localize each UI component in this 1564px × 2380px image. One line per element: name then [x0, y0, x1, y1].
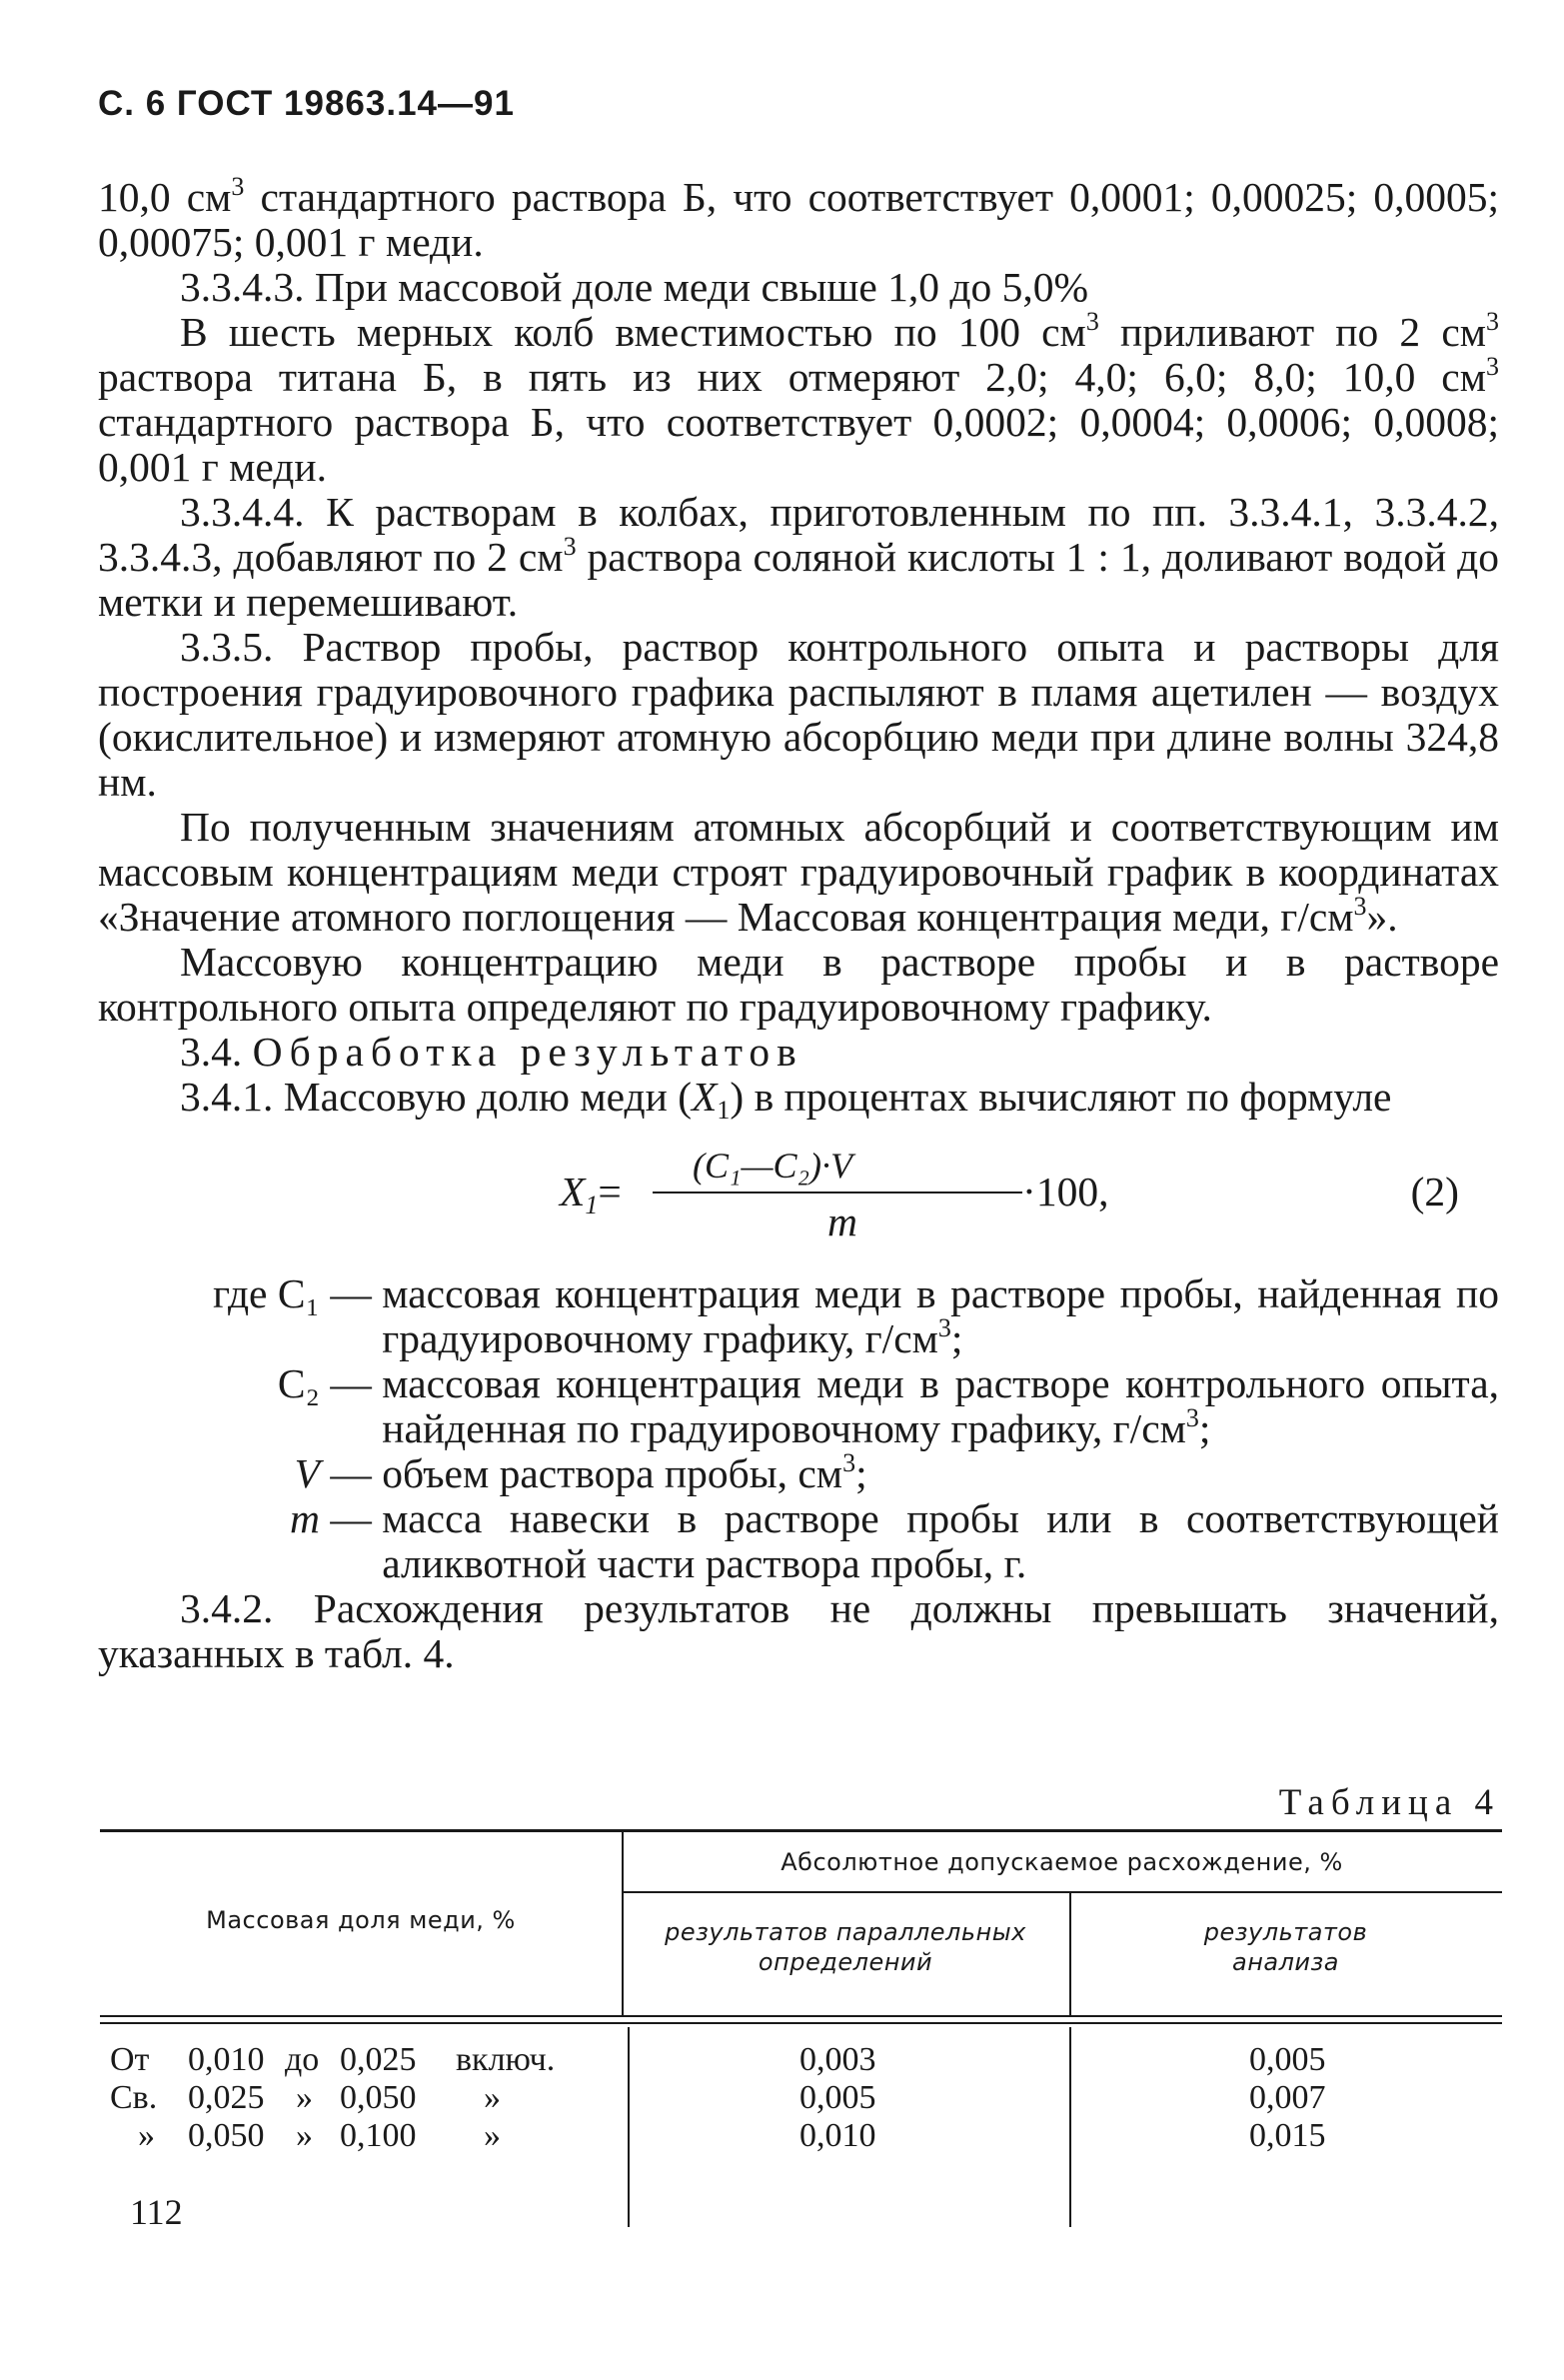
row-prefix: Св.: [110, 2079, 158, 2116]
table-divider: [1069, 2027, 1071, 2227]
table-title: Таблица 4: [1278, 1782, 1500, 1823]
table-rule-top: [100, 1829, 1502, 1832]
definition-item: [98, 1448, 1499, 1496]
text-span: ».: [1366, 894, 1398, 940]
superscript: 3: [563, 532, 577, 561]
formula-equals: =: [598, 1169, 622, 1214]
definition-text: [382, 1448, 1499, 1496]
column-header-analysis: [1069, 1917, 1502, 1977]
header-line: результатов: [1203, 1918, 1368, 1946]
paragraph: 3.3.5. Раствор пробы, раствор контрольного опыта и растворы для построения градуировочного графика распыляют в пламя ацетилен — воздух (окислительное) и измеряют атомную абсорбцию меди при длине волны 324,8 нм.: [98, 624, 1499, 805]
range-suffix: »: [484, 2079, 501, 2116]
definition-item: [98, 1271, 1499, 1361]
row-prefix: »: [138, 2117, 155, 2154]
text-span: ;: [855, 1450, 867, 1496]
definition-dash: —: [320, 1360, 383, 1406]
range-suffix: включ.: [456, 2041, 556, 2078]
definition-text: [382, 1361, 1499, 1451]
paragraph: [98, 172, 1500, 265]
text-span: ) в процентах вычисляют по формуле: [730, 1074, 1392, 1120]
results-table: [100, 1829, 1502, 2229]
paragraph: Массовую концентрацию меди в растворе пробы и в растворе контрольного опыта определяют по градуировочному графику.: [98, 939, 1499, 1030]
formula-lhs: [560, 1169, 622, 1219]
text-span: масса навески в растворе пробы или в соответствующей аликвотной части раствора пробы, г.: [382, 1495, 1499, 1586]
value-analysis: 0,005: [1249, 2041, 1326, 2078]
table-rule-group: [622, 1891, 1502, 1893]
paragraph: [98, 805, 1499, 940]
paragraph: [98, 307, 1499, 490]
text-span: В шесть мерных колб вместимостью по 100 см: [180, 309, 1086, 355]
column-header-parallel: [622, 1917, 1069, 1977]
text-span: 3.4.1. Массовую долю меди (: [180, 1074, 693, 1120]
range-word: до: [285, 2041, 320, 2078]
text-span: стандартного раствора Б, что соответствует 0,0002; 0,0004; 0,0006; 0,0008; 0,001 г меди.: [98, 399, 1499, 490]
text-span: 10,0 см: [98, 174, 232, 220]
superscript: 3: [1185, 1403, 1199, 1432]
value-parallel: 0,010: [799, 2117, 876, 2154]
range-word: »: [296, 2079, 313, 2116]
section-heading: 3.3.4.3. При массовой доле меди свыше 1,0 до 5,0%: [180, 264, 1089, 310]
definition-symbol: C₂: [277, 1360, 320, 1406]
text-span: 3.3.4.4. К растворам в колбах, приготовленным по пп. 3.3.4.1, 3.3.4.2, 3.3.4.3, добавляют по 2 см: [98, 489, 1499, 580]
text-span: объем раствора пробы, см: [382, 1450, 843, 1496]
formula-variable: X: [560, 1169, 586, 1214]
page-number: 112: [130, 2192, 183, 2232]
column-header-mass-fraction: Массовая доля меди, %: [206, 1906, 516, 1934]
superscript: 3: [231, 172, 245, 201]
section-heading: [98, 1030, 1499, 1075]
definition-item: [98, 1496, 1499, 1586]
table-rule-double-a: [100, 2015, 1502, 2017]
section-title: Обработка результатов: [252, 1029, 803, 1075]
definition-symbol: m: [290, 1495, 320, 1541]
text-span: раствора соляной кислоты 1 : 1, доливают водой до метки и перемешивают.: [98, 534, 1499, 625]
page-header: С. 6 ГОСТ 19863.14—91: [98, 84, 515, 123]
value-parallel: 0,003: [799, 2041, 876, 2078]
range-to: 0,050: [340, 2079, 417, 2116]
text-span: ;: [950, 1315, 963, 1361]
range-to: 0,100: [340, 2117, 417, 2154]
table-divider: [628, 2027, 630, 2227]
header-line: определений: [758, 1948, 933, 1976]
text-span: приливают по 2 см: [1098, 309, 1486, 355]
paragraph: 3.4.2. Расхождения результатов не должны превышать значений, указанных в табл. 4.: [98, 1585, 1499, 1676]
superscript: 3: [937, 1313, 951, 1342]
superscript: 3: [842, 1448, 856, 1477]
text-span: массовая концентрация меди в растворе контрольного опыта, найденная по градуировочному графику, г/см: [382, 1360, 1499, 1451]
value-analysis: 0,007: [1249, 2079, 1326, 2116]
range-suffix: »: [484, 2117, 501, 2154]
document-body: [98, 172, 1500, 1676]
subscript: 1: [585, 1190, 599, 1219]
definition-symbol: V: [294, 1450, 320, 1496]
definition-symbol: где C₁: [212, 1270, 320, 1316]
header-line: анализа: [1231, 1948, 1339, 1976]
variable: X: [692, 1074, 718, 1120]
value-analysis: 0,015: [1249, 2117, 1326, 2154]
superscript: 3: [1353, 892, 1367, 921]
text-span: По полученным значениям атомных абсорбций и соответствующим им массовым концентрациям меди строят градуировочный график в координатах «Значение атомного поглощения — Массовая концентрация меди, г/см: [98, 804, 1499, 940]
paragraph: [98, 1074, 1499, 1125]
formula-numerator: (C₁—C₂)·V: [693, 1146, 853, 1186]
paragraph: [98, 490, 1499, 625]
definition-text: [382, 1496, 1499, 1586]
text-span: стандартного раствора Б, что соответствует 0,0001; 0,00025; 0,0005; 0,00075; 0,001 г меди.: [98, 174, 1500, 265]
definition-text: [382, 1271, 1499, 1361]
section-number: 3.4.: [180, 1029, 253, 1075]
subscript: 1: [717, 1096, 731, 1125]
range-from: 0,025: [188, 2079, 265, 2116]
definition-dash: —: [320, 1270, 383, 1316]
definition-dash: —: [320, 1450, 383, 1496]
row-prefix: От: [110, 2041, 150, 2078]
range-word: »: [296, 2117, 313, 2154]
text-span: ;: [1198, 1405, 1211, 1451]
definition-dash: —: [320, 1495, 383, 1541]
text-span: массовая концентрация меди в растворе пробы, найденная по градуировочному графику, г/см: [382, 1270, 1499, 1361]
table-rule-double-b: [100, 2022, 1502, 2024]
formula-denominator: m: [827, 1198, 857, 1244]
formula-fraction: [653, 1146, 1022, 1244]
superscript: 3: [1486, 307, 1499, 336]
group-header: Абсолютное допускаемое расхождение, %: [781, 1848, 1343, 1876]
equation-number: (2): [1410, 1169, 1459, 1214]
superscript: 3: [1085, 307, 1099, 336]
fraction-bar: [653, 1191, 1022, 1193]
header-line: результатов параллельных: [665, 1918, 1026, 1946]
definition-item: [98, 1361, 1499, 1451]
formula: [98, 1140, 1499, 1259]
range-from: 0,050: [188, 2117, 265, 2154]
superscript: 3: [1486, 352, 1499, 381]
range-from: 0,010: [188, 2041, 265, 2078]
value-parallel: 0,005: [799, 2079, 876, 2116]
text-span: раствора титана Б, в пять из них отмеряют 2,0; 4,0; 6,0; 8,0; 10,0 см: [98, 354, 1486, 400]
range-to: 0,025: [340, 2041, 417, 2078]
definitions-list: [98, 1271, 1499, 1586]
formula-tail: ·100,: [1022, 1169, 1109, 1214]
